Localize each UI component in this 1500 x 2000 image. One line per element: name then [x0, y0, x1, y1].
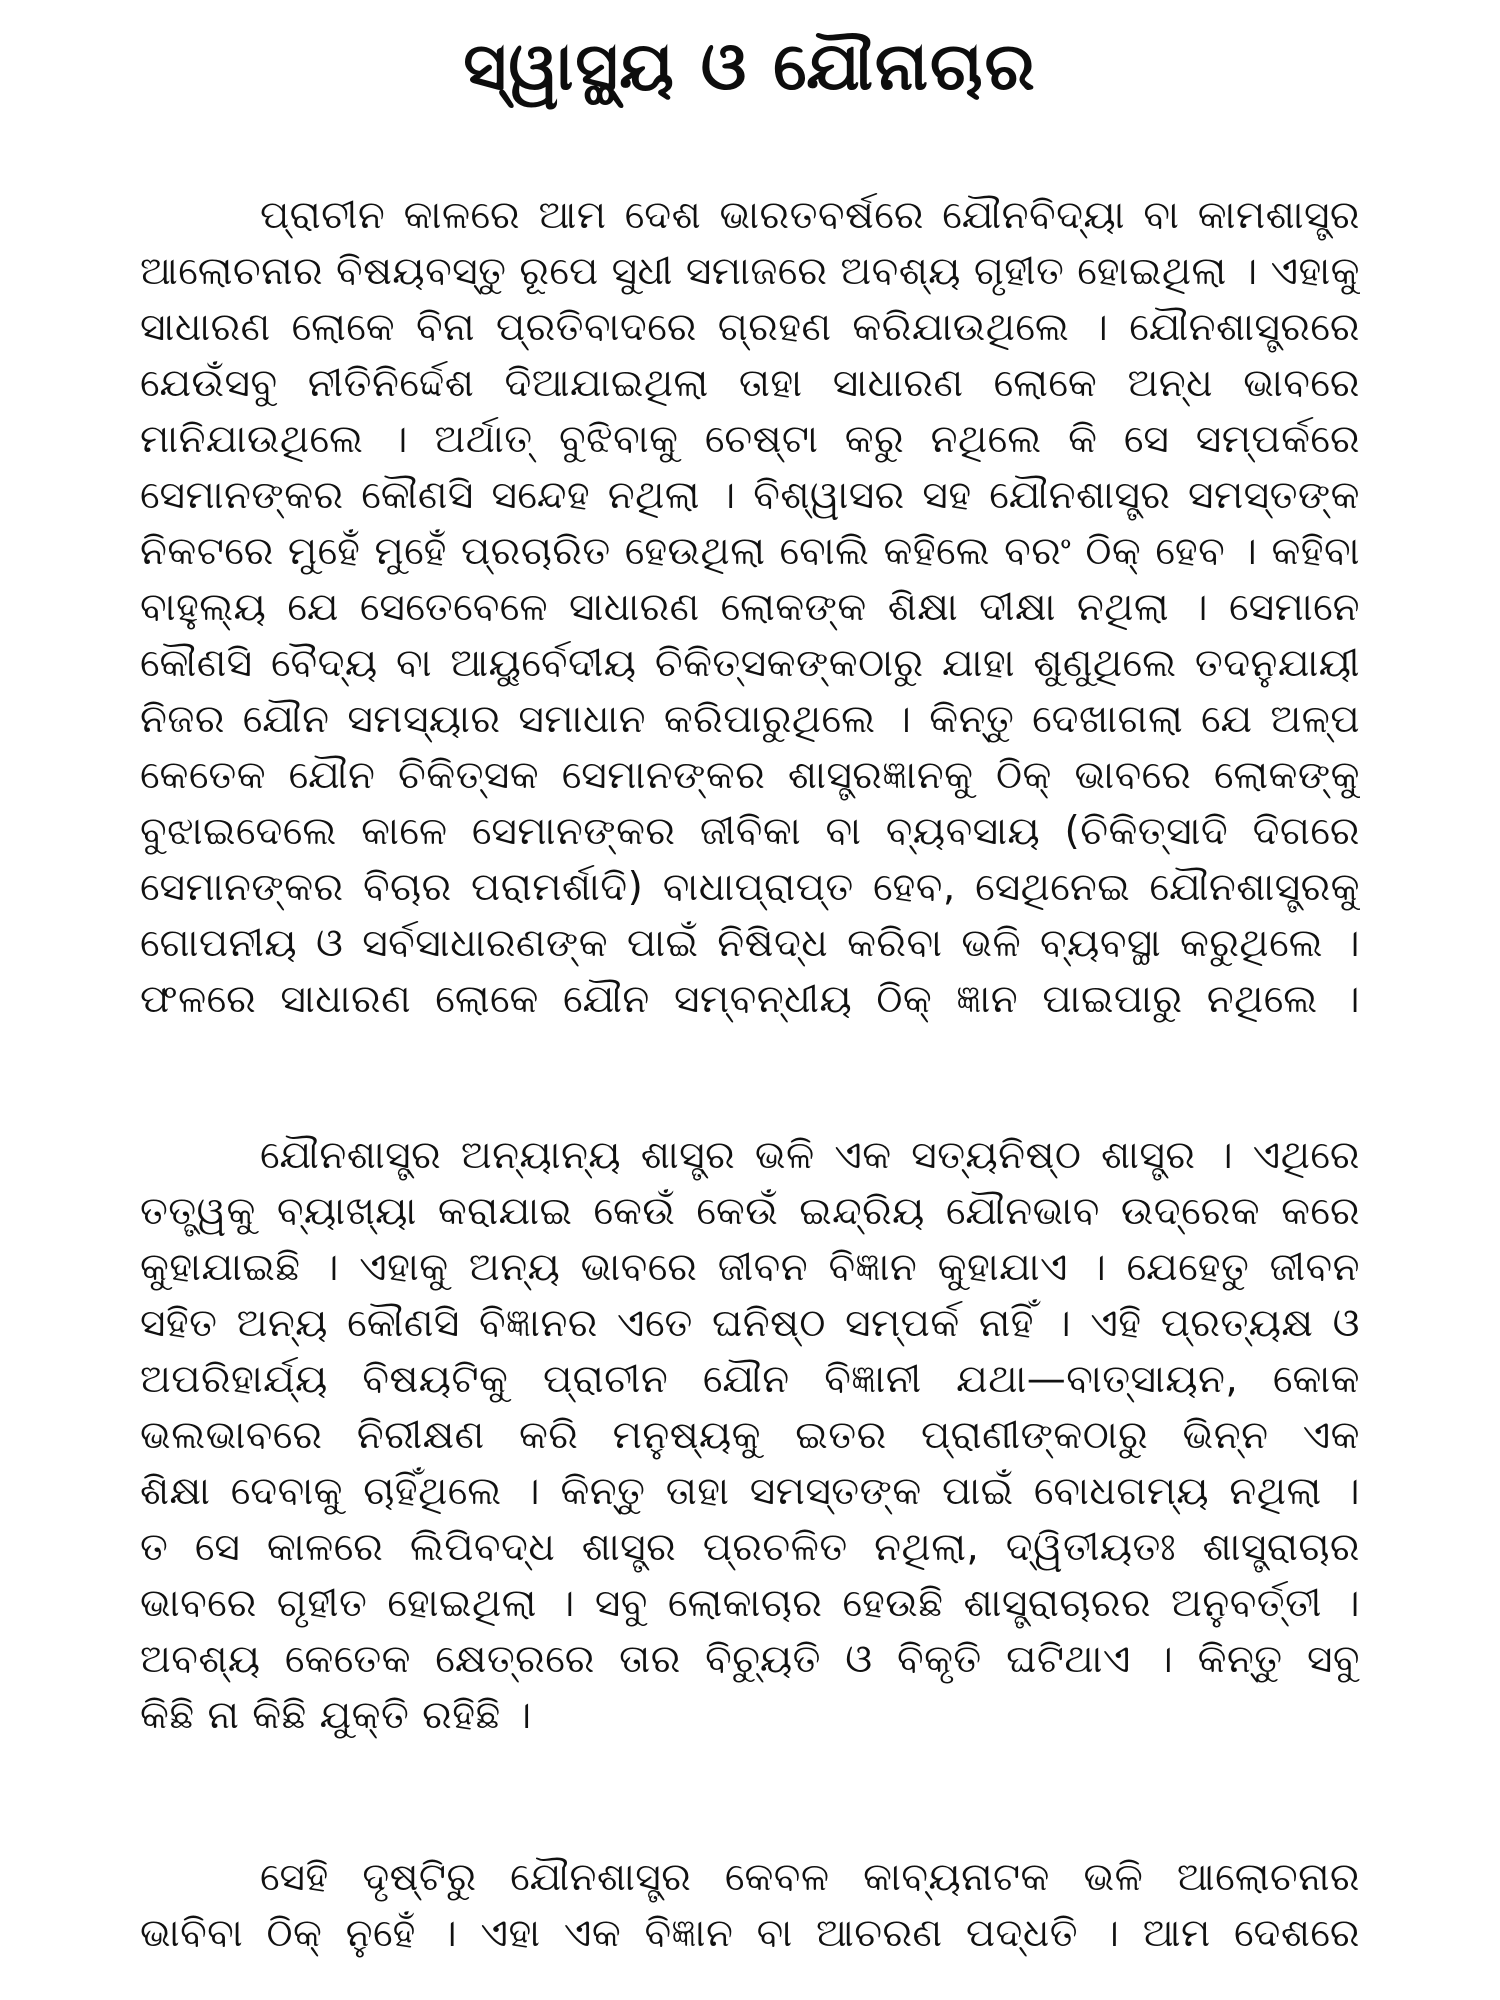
- text-line: ଭାବିବା ଠିକ୍ ନୁହେଁ । ଏହା ଏକ ବିଜ୍ଞାନ ବା ଆଚରଣ ପଦ୍ଧତି । ଆମ ଦେଶରେ: [140, 1911, 1360, 1956]
- text-line: ଶିକ୍ଷା ଦେବାକୁ ଚାହିଁଥିଲେ । କିନ୍ତୁ ତାହା ସମସ୍ତଙ୍କ ପାଇଁ ବୋଧଗମ୍ୟ ନଥିଲା ।: [140, 1469, 1360, 1514]
- text-line: ସେମାନଙ୍କର ବିଚାର ପରାମର୍ଶାଦି) ବାଧାପ୍ରାପ୍ତ ହେବ, ସେଥିନେଇ ଯୌନଶାସ୍ତ୍ରକୁ: [140, 865, 1360, 910]
- text-line: ଫଳରେ ସାଧାରଣ ଲୋକେ ଯୌନ ସମ୍ବନ୍ଧୀୟ ଠିକ୍ ଜ୍ଞାନ ପାଇପାରୁ ନଥିଲେ ।: [140, 977, 1360, 1022]
- text-line: କୌଣସି ବୈଦ୍ୟ ବା ଆୟୁର୍ବେଦୀୟ ଚିକିତ୍ସକଙ୍କଠାରୁ ଯାହା ଶୁଣୁଥିଲେ ତଦନୁଯାୟୀ: [140, 641, 1360, 686]
- text-line: ପ୍ରାଚୀନ କାଳରେ ଆମ ଦେଶ ଭାରତବର୍ଷରେ ଯୌନବିଦ୍ୟା ବା କାମଶାସ୍ତ୍ର: [260, 193, 1360, 238]
- paragraph-1: [140, 188, 1360, 1028]
- text-line: ତତ୍ତ୍ୱକୁ ବ୍ୟାଖ୍ୟା କରାଯାଇ କେଉଁ କେଉଁ ଇନ୍ଦ୍ରିୟ ଯୌନଭାବ ଉଦ୍ରେକ କରେ: [140, 1189, 1360, 1234]
- text-line: କେତେକ ଯୌନ ଚିକିତ୍ସକ ସେମାନଙ୍କର ଶାସ୍ତ୍ରଜ୍ଞାନକୁ ଠିକ୍ ଭାବରେ ଲୋକଙ୍କୁ: [140, 753, 1360, 798]
- page-title: ସ୍ୱାସ୍ଥ୍ୟ ଓ ଯୌନାଚାର: [463, 28, 1037, 105]
- text-line: ଯୌନଶାସ୍ତ୍ର ଅନ୍ୟାନ୍ୟ ଶାସ୍ତ୍ର ଭଳି ଏକ ସତ୍ୟନିଷ୍ଠ ଶାସ୍ତ୍ର । ଏଥିରେ: [260, 1133, 1360, 1178]
- text-line: ନିକଟରେ ମୁହେଁ ମୁହେଁ ପ୍ରଚାରିତ ହେଉଥିଲା ବୋଲି କହିଲେ ବରଂ ଠିକ୍ ହେବ । କହିବା: [140, 529, 1360, 574]
- text-line: ତ ସେ କାଳରେ ଲିପିବଦ୍ଧ ଶାସ୍ତ୍ର ପ୍ରଚଳିତ ନଥିଲା, ଦ୍ୱିତୀୟତଃ ଶାସ୍ତ୍ରାଚାର: [140, 1525, 1360, 1570]
- text-line: ଆଲୋଚନାର ବିଷୟବସ୍ତୁ ରୂପେ ସୁଧୀ ସମାଜରେ ଅବଶ୍ୟ ଗୃହୀତ ହୋଇଥିଲା । ଏହାକୁ: [140, 249, 1360, 294]
- text-line: ନିଜର ଯୌନ ସମସ୍ୟାର ସମାଧାନ କରିପାରୁଥିଲେ । କିନ୍ତୁ ଦେଖାଗଲା ଯେ ଅଳ୍ପ: [140, 697, 1360, 742]
- text-line: ସହିତ ଅନ୍ୟ କୌଣସି ବିଜ୍ଞାନର ଏତେ ଘନିଷ୍ଠ ସମ୍ପର୍କ ନାହିଁ । ଏହି ପ୍ରତ୍ୟକ୍ଷ ଓ: [140, 1301, 1360, 1346]
- text-line: ଭାବରେ ଗୃହୀତ ହୋଇଥିଲା । ସବୁ ଲୋକାଚାର ହେଉଛି ଶାସ୍ତ୍ରାଚାରର ଅନୁବର୍ତ୍ତୀ ।: [140, 1581, 1360, 1626]
- text-line: ମାନିଯାଉଥିଲେ । ଅର୍ଥାତ୍ ବୁଝିବାକୁ ଚେଷ୍ଟା କରୁ ନଥିଲେ କି ସେ ସମ୍ପର୍କରେ: [140, 417, 1360, 462]
- text-line: ଅପରିହାର୍ଯ୍ୟ ବିଷୟଟିକୁ ପ୍ରାଚୀନ ଯୌନ ବିଜ୍ଞାନୀ ଯଥା—ବାତ୍ସାୟନ, କୋକ: [140, 1357, 1360, 1402]
- text-line: ଅବଶ୍ୟ କେତେକ କ୍ଷେତ୍ରରେ ତାର ବିଚ୍ୟୁତି ଓ ବିକୃତି ଘଟିଥାଏ । କିନ୍ତୁ ସବୁ: [140, 1637, 1360, 1682]
- paragraph-2: [140, 1128, 1360, 1744]
- text-line: ସେମାନଙ୍କର କୌଣସି ସନ୍ଦେହ ନଥିଲା । ବିଶ୍ୱାସର ସହ ଯୌନଶାସ୍ତ୍ର ସମସ୍ତଙ୍କ: [140, 473, 1360, 518]
- text-line: ବୁଝାଇଦେଲେ କାଳେ ସେମାନଙ୍କର ଜୀବିକା ବା ବ୍ୟବସାୟ (ଚିକିତ୍ସାଦି ଦିଗରେ: [140, 809, 1360, 854]
- text-line: ଯେଉଁସବୁ ନୀତିନିର୍ଦ୍ଦେଶ ଦିଆଯାଇଥିଲା ତାହା ସାଧାରଣ ଲୋକେ ଅନ୍ଧ ଭାବରେ: [140, 361, 1360, 406]
- text-line: ସେହି ଦୃଷ୍ଟିରୁ ଯୌନଶାସ୍ତ୍ର କେବଳ କାବ୍ୟନାଟକ ଭଳି ଆଲୋଚନାର: [260, 1855, 1360, 1900]
- text-line: କୁହାଯାଇଛି । ଏହାକୁ ଅନ୍ୟ ଭାବରେ ଜୀବନ ବିଜ୍ଞାନ କୁହାଯାଏ । ଯେହେତୁ ଜୀବନ: [140, 1245, 1360, 1290]
- paragraph-3: [140, 1850, 1360, 1962]
- text-line: କିଛି ନା କିଛି ଯୁକ୍ତି ରହିଛି ।: [140, 1693, 532, 1738]
- text-line: ବାହୁଲ୍ୟ ଯେ ସେତେବେଳେ ସାଧାରଣ ଲୋକଙ୍କ ଶିକ୍ଷା ଦୀକ୍ଷା ନଥିଲା । ସେମାନେ: [140, 585, 1360, 630]
- text-line: ଭଲଭାବରେ ନିରୀକ୍ଷଣ କରି ମନୁଷ୍ୟକୁ ଇତର ପ୍ରାଣୀଙ୍କଠାରୁ ଭିନ୍ନ ଏକ: [140, 1413, 1360, 1458]
- text-line: ସାଧାରଣ ଲୋକେ ବିନା ପ୍ରତିବାଦରେ ଗ୍ରହଣ କରିଯାଉଥିଲେ । ଯୌନଶାସ୍ତ୍ରରେ: [140, 305, 1360, 350]
- text-line: ଗୋପନୀୟ ଓ ସର୍ବସାଧାରଣଙ୍କ ପାଇଁ ନିଷିଦ୍ଧ କରିବା ଭଳି ବ୍ୟବସ୍ଥା କରୁଥିଲେ ।: [140, 921, 1360, 966]
